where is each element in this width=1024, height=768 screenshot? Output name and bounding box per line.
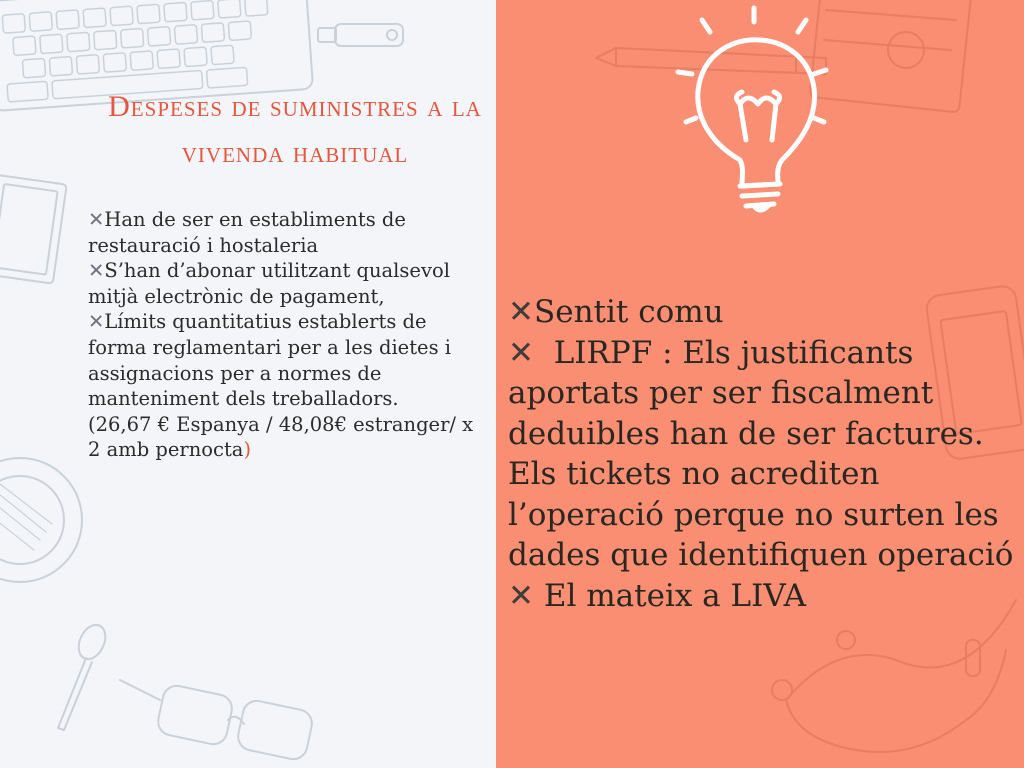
cross-bullet-icon: ✕ [88, 310, 105, 334]
left-list-item: ✕Límits quantitatius establerts de forma reglamentari per a les dietes i assignacions per a normes de manteniment dels treballadors. [88, 310, 452, 411]
left-list-item: ✕S’han d’abonar utilitzant qualsevol mitjà electrònic de pagament, [88, 259, 450, 308]
note-close-paren: ) [243, 438, 252, 462]
glasses-doodle [120, 680, 314, 762]
cross-bullet-icon: ✕ [508, 334, 534, 371]
left-note: (26,67 € Espanya / 48,08€ estranger/ x 2 amb pernocta) [88, 412, 474, 462]
right-panel [496, 0, 1024, 768]
coffee-cup-doodle [0, 458, 82, 582]
right-bullet-list [508, 292, 1018, 616]
right-list-item: ✕ El mateix a LIVA [508, 577, 807, 614]
earphones-doodle [772, 600, 1016, 752]
cross-bullet-icon: ✕ [88, 208, 105, 231]
photo-frame-doodle [0, 175, 67, 284]
usb-stick-doodle [318, 24, 403, 46]
notebook-doodle [810, 0, 972, 112]
right-list-item: ✕ LIRPF : Els justificants aportats per ser fiscalment deduibles han de ser factures. Els tickets no acrediten l’operació perque no surten les dades que identifiquen operació [508, 334, 1014, 573]
spoon-doodle [58, 621, 110, 730]
right-list-item: ✕Sentit comu [508, 294, 724, 330]
slide-title: Despeses de suministres a la vivenda habitual [108, 90, 482, 169]
left-list-item: ✕Han de ser en establiments de restauració i hostaleria [88, 208, 406, 257]
left-panel [0, 0, 496, 768]
cross-bullet-icon: ✕ [88, 259, 105, 283]
lightbulb-icon [678, 8, 826, 210]
cross-bullet-icon: ✕ [508, 577, 534, 614]
cross-bullet-icon: ✕ [508, 294, 534, 330]
left-bullet-list [88, 207, 486, 463]
